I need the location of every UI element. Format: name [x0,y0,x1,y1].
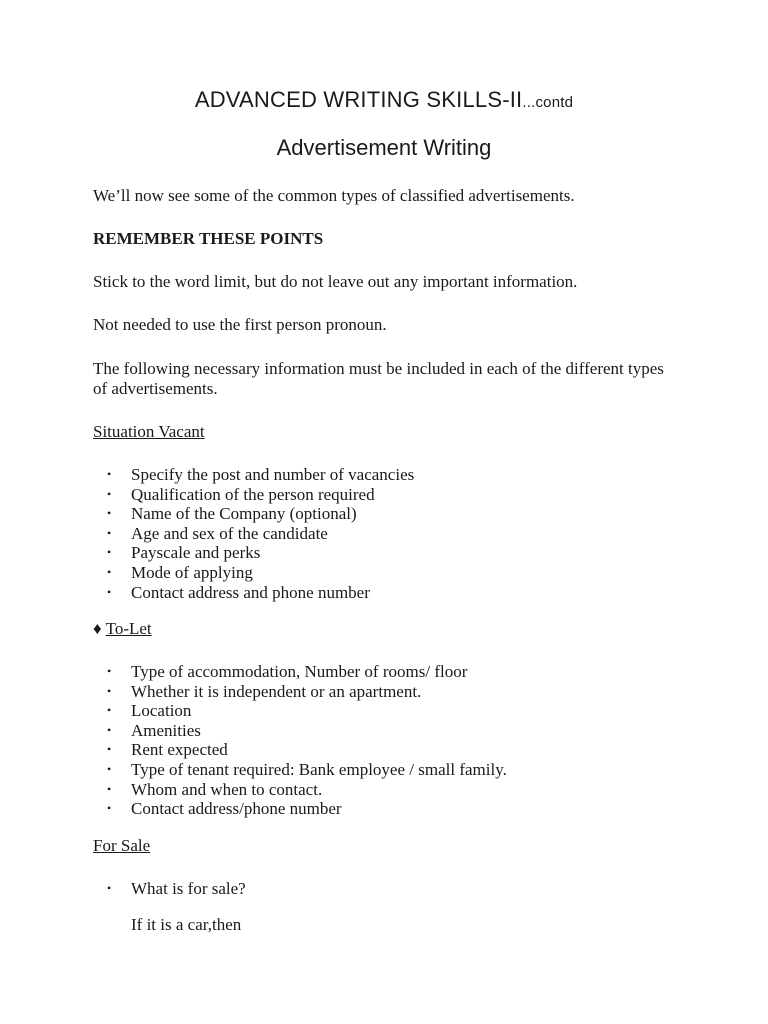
bullet-icon: • [107,781,112,796]
for-sale-list [93,879,246,899]
for-sale-heading: For Sale [93,836,151,855]
page-title [0,87,768,113]
bullet-icon: • [107,722,112,737]
list-item: • Location [107,701,192,721]
list-item: • Contact address and phone number [107,582,370,602]
list-item: • Age and sex of the candidate [107,523,328,543]
for-sale-note: If it is a car,then [131,915,242,934]
bullet-icon: • [107,506,112,521]
bullet-icon: • [107,801,112,816]
point-word-limit: Stick to the word limit, but do not leave out any important information. [93,272,578,291]
bullet-icon: • [107,525,112,540]
list-item: • Payscale and perks [107,543,261,563]
point-necessary-info: The following necessary information must be included in each of the different types of advertisements. [93,359,664,398]
list-item: • Whom and when to contact. [107,779,323,799]
to-let-heading-row [93,619,683,639]
intro-paragraph: We’ll now see some of the common types of classified advertisements. [93,186,575,205]
bullet-icon: • [107,545,112,560]
to-let-heading: To-Let [105,619,152,638]
situation-vacant-heading: Situation Vacant [93,422,205,441]
point-first-person: Not needed to use the first person pronoun. [93,315,387,334]
list-item: • What is for sale? [107,879,246,898]
title-suffix: ...contd [522,94,574,111]
list-item: • Rent expected [107,740,228,760]
bullet-icon: • [107,564,112,579]
list-item: • Whether it is independent or an apartment. [107,681,422,701]
list-item: • Amenities [107,720,201,740]
diamond-icon: ♦ [93,619,102,638]
bullet-icon: • [107,467,112,481]
bullet-icon: • [107,683,112,698]
bullet-icon: • [107,664,112,678]
list-item: • Type of accommodation, Number of rooms/ floor [107,662,468,681]
remember-heading: REMEMBER THESE POINTS [93,229,324,248]
bullet-icon: • [107,742,112,757]
bullet-icon: • [107,703,112,718]
situation-vacant-list [93,465,414,602]
page-subtitle: Advertisement Writing [276,135,492,160]
bullet-icon: • [107,761,112,776]
list-item: • Name of the Company (optional) [107,504,357,524]
bullet-icon: • [107,584,112,599]
list-item: • Type of tenant required: Bank employee / small family. [107,759,507,779]
list-item: • Mode of applying [107,562,253,582]
list-item: • Qualification of the person required [107,484,375,504]
list-item: • Specify the post and number of vacancies [107,465,415,484]
bullet-icon: • [107,486,112,501]
bullet-icon: • [107,881,112,895]
to-let-list [93,662,507,819]
title-main: ADVANCED WRITING SKILLS-II [194,87,523,112]
list-item: • Contact address/phone number [107,799,342,819]
